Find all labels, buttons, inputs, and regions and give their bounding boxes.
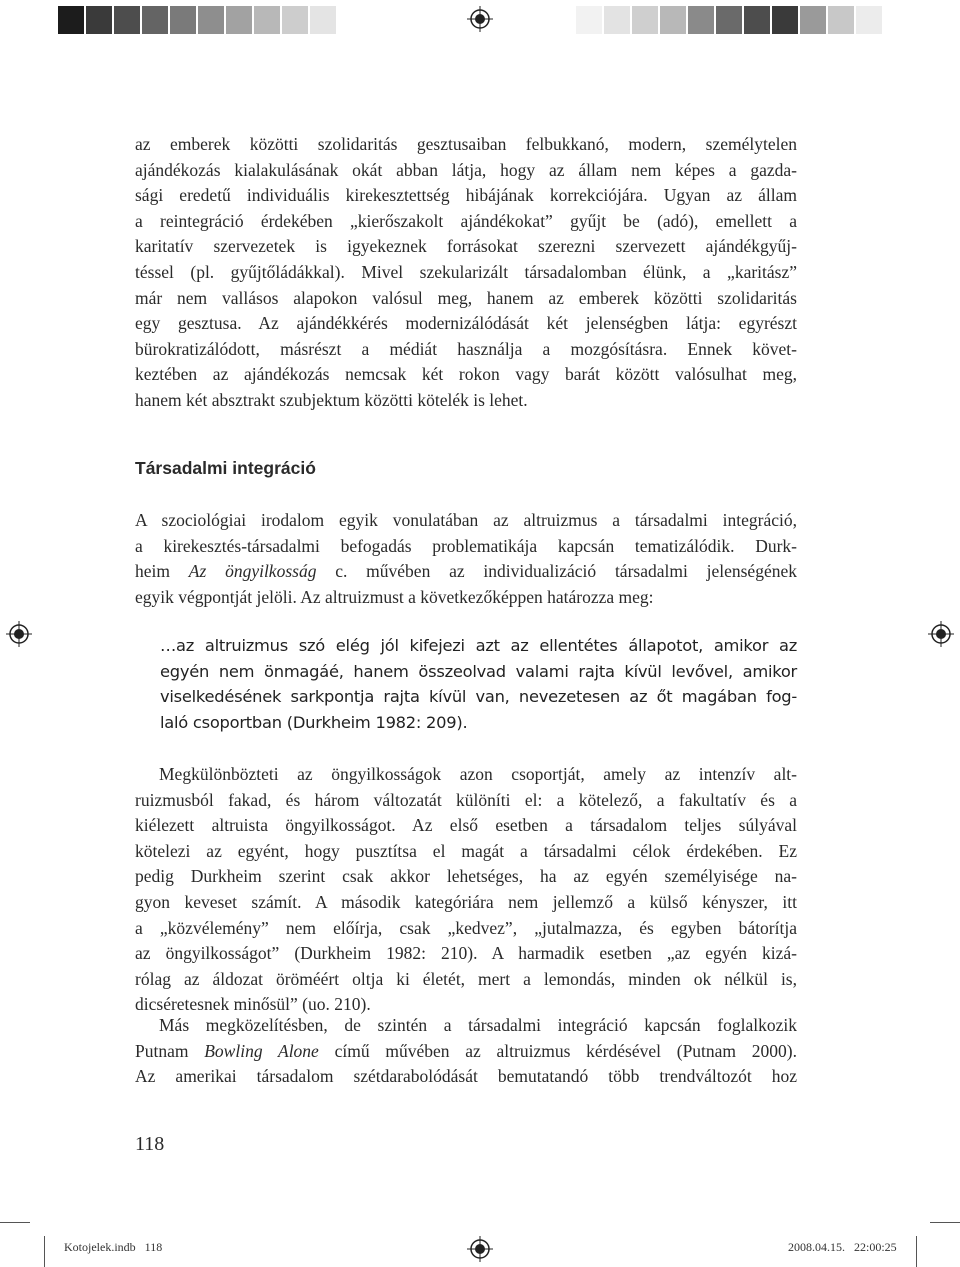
text-run: című művében az altruizmus kérdésével (Putnam 2000).: [318, 1040, 797, 1061]
color-swatch: [170, 6, 196, 34]
color-swatch: [254, 6, 280, 34]
footer-file-name: Kotojelek.indb 118: [64, 1240, 163, 1254]
text-line: keztében az ajándékozás nemcsak két rokon vagy barát között valósulhat meg,: [135, 364, 797, 385]
book-title: Bowling Alone: [204, 1040, 319, 1061]
text-line: laló csoportban (Durkheim 1982: 209).: [160, 712, 468, 732]
text-line: karitatív szervezetek is igyekeznek forrásokat szerezni szervezett ajándékgyűj-: [135, 236, 797, 257]
text-line: dicséretesnek minősül” (uo. 210).: [135, 994, 371, 1015]
registration-mark-icon: [467, 6, 493, 32]
body-paragraph-1: [135, 132, 797, 414]
color-swatch: [772, 6, 798, 34]
text-line: az öngyilkosságot” (Durkheim 1982: 210). A harmadik esetben „az egyén kizá-: [135, 943, 797, 964]
text-line: hanem két absztrakt szubjektum közötti kötelék is lehet.: [135, 389, 528, 410]
color-swatch: [576, 6, 602, 34]
color-swatch: [114, 6, 140, 34]
text-line: Az amerikai társadalom szétdarabolódását bemutatandó több trendváltozót hoz: [135, 1066, 797, 1087]
text-run: c. művében az individualizáció társadalmi jelenségének: [316, 561, 797, 582]
color-calibration-bar-left: [58, 6, 338, 34]
text-line: …az altruizmus szó elég jól kifejezi azt az ellentétes állapotot, amikor az: [160, 636, 797, 655]
text-line: az emberek közötti szolidaritás gesztusaiban felbukkanó, modern, személytelen: [135, 134, 797, 154]
crop-mark: [916, 1236, 917, 1267]
color-swatch: [716, 6, 742, 34]
text-line: egy gesztusa. Az ajándékkérés modernizálódását két jelenségben látja: egyrészt: [135, 313, 797, 334]
text-line: már nem vallásos alapokon valósul meg, hanem az emberek közötti szolidaritás: [135, 287, 797, 308]
color-swatch: [856, 6, 882, 34]
text-line: kötelezi az egyént, hogy pusztítsa el magát a társadalmi célok érdekében. Ez: [135, 840, 797, 861]
section-heading: Társadalmi integráció: [135, 458, 316, 478]
book-title: Az öngyilkosság: [188, 561, 317, 582]
text-line: Megkülönbözteti az öngyilkosságok azon csoportját, amely az intenzív alt-: [159, 764, 797, 784]
crop-mark: [0, 1222, 30, 1223]
body-paragraph-2: [135, 508, 797, 610]
crop-mark: [44, 1236, 45, 1267]
text-line: egyik végpontját jelöli. Az altruizmust a következőképpen határozza meg:: [135, 586, 654, 607]
color-swatch: [198, 6, 224, 34]
footer-timestamp: 2008.04.15. 22:00:25: [788, 1240, 897, 1254]
color-swatch: [632, 6, 658, 34]
color-swatch: [688, 6, 714, 34]
block-quote: [160, 633, 797, 735]
color-calibration-bar-right: [576, 6, 884, 34]
text-line: [135, 1039, 797, 1065]
text-line: pedig Durkheim szerint csak akkor lehetséges, ha az egyén személyisége na-: [135, 866, 797, 887]
text-line: Más megközelítésben, de szintén a társadalmi integráció kapcsán foglalkozik: [159, 1015, 797, 1035]
color-swatch: [800, 6, 826, 34]
color-swatch: [744, 6, 770, 34]
text-line: ajándékozás kialakulásának okát abban látja, hogy az állam nem képes a gazda-: [135, 159, 797, 180]
registration-mark-icon: [928, 621, 954, 647]
text-line: kiélezett altruista öngyilkosságot. Az első esetben a társadalom teljes súlyával: [135, 815, 797, 836]
color-swatch: [226, 6, 252, 34]
text-line: A szociológiai irodalom egyik vonulatában az altruizmus a társadalmi integráció,: [135, 510, 797, 530]
color-swatch: [604, 6, 630, 34]
text-line: viselkedésének sarkpontja rajta kívül van, nevezetesen az őt magában fog-: [160, 687, 797, 707]
color-swatch: [86, 6, 112, 34]
text-line: egyén nem önmagáé, hanem összeolvad valami rajta kívül levővel, amikor: [160, 661, 797, 681]
crop-mark: [930, 1222, 960, 1223]
registration-mark-icon: [6, 621, 32, 647]
color-swatch: [58, 6, 84, 34]
text-line: [135, 559, 797, 585]
color-swatch: [310, 6, 336, 34]
text-line: sági eredetű individuális kirekesztettség hibájának korrekciójára. Ugyan az állam: [135, 185, 797, 206]
text-run: heim: [135, 561, 189, 582]
text-line: rólag az áldozat öröméért oltja ki életét, mert a lemondás, minden ok nélkül is,: [135, 968, 797, 989]
color-swatch: [142, 6, 168, 34]
text-line: a „közvélemény” nem előírja, csak „kedvez”, „jutalmazza, és egyben bátorítja: [135, 917, 797, 938]
text-line: téssel (pl. gyűjtőládákkal). Mivel szekularizált társadalomban élünk, a „karitász”: [135, 261, 797, 282]
text-line: a kirekesztés-társadalmi befogadás problematikája kapcsán tematizálódik. Durk-: [135, 535, 797, 556]
color-swatch: [828, 6, 854, 34]
text-line: gyon keveset számít. A második kategóriára nem jellemző a külső kényszer, itt: [135, 891, 797, 912]
registration-mark-icon: [467, 1236, 493, 1262]
body-paragraph-4: [135, 1013, 797, 1090]
text-line: bürokratizálódott, másrészt a médiát használja a mozgósításra. Ennek követ-: [135, 338, 797, 359]
text-line: a reintegráció érdekében „kierőszakolt ajándékokat” gyűjt be (adó), emellett a: [135, 210, 797, 231]
page-number: 118: [135, 1133, 165, 1155]
body-paragraph-3: [135, 762, 797, 1018]
color-swatch: [282, 6, 308, 34]
text-run: Putnam: [135, 1040, 205, 1061]
color-swatch: [660, 6, 686, 34]
text-line: ruizmusból fakad, és három változatát különíti el: a kötelező, a fakultatív és a: [135, 789, 797, 810]
